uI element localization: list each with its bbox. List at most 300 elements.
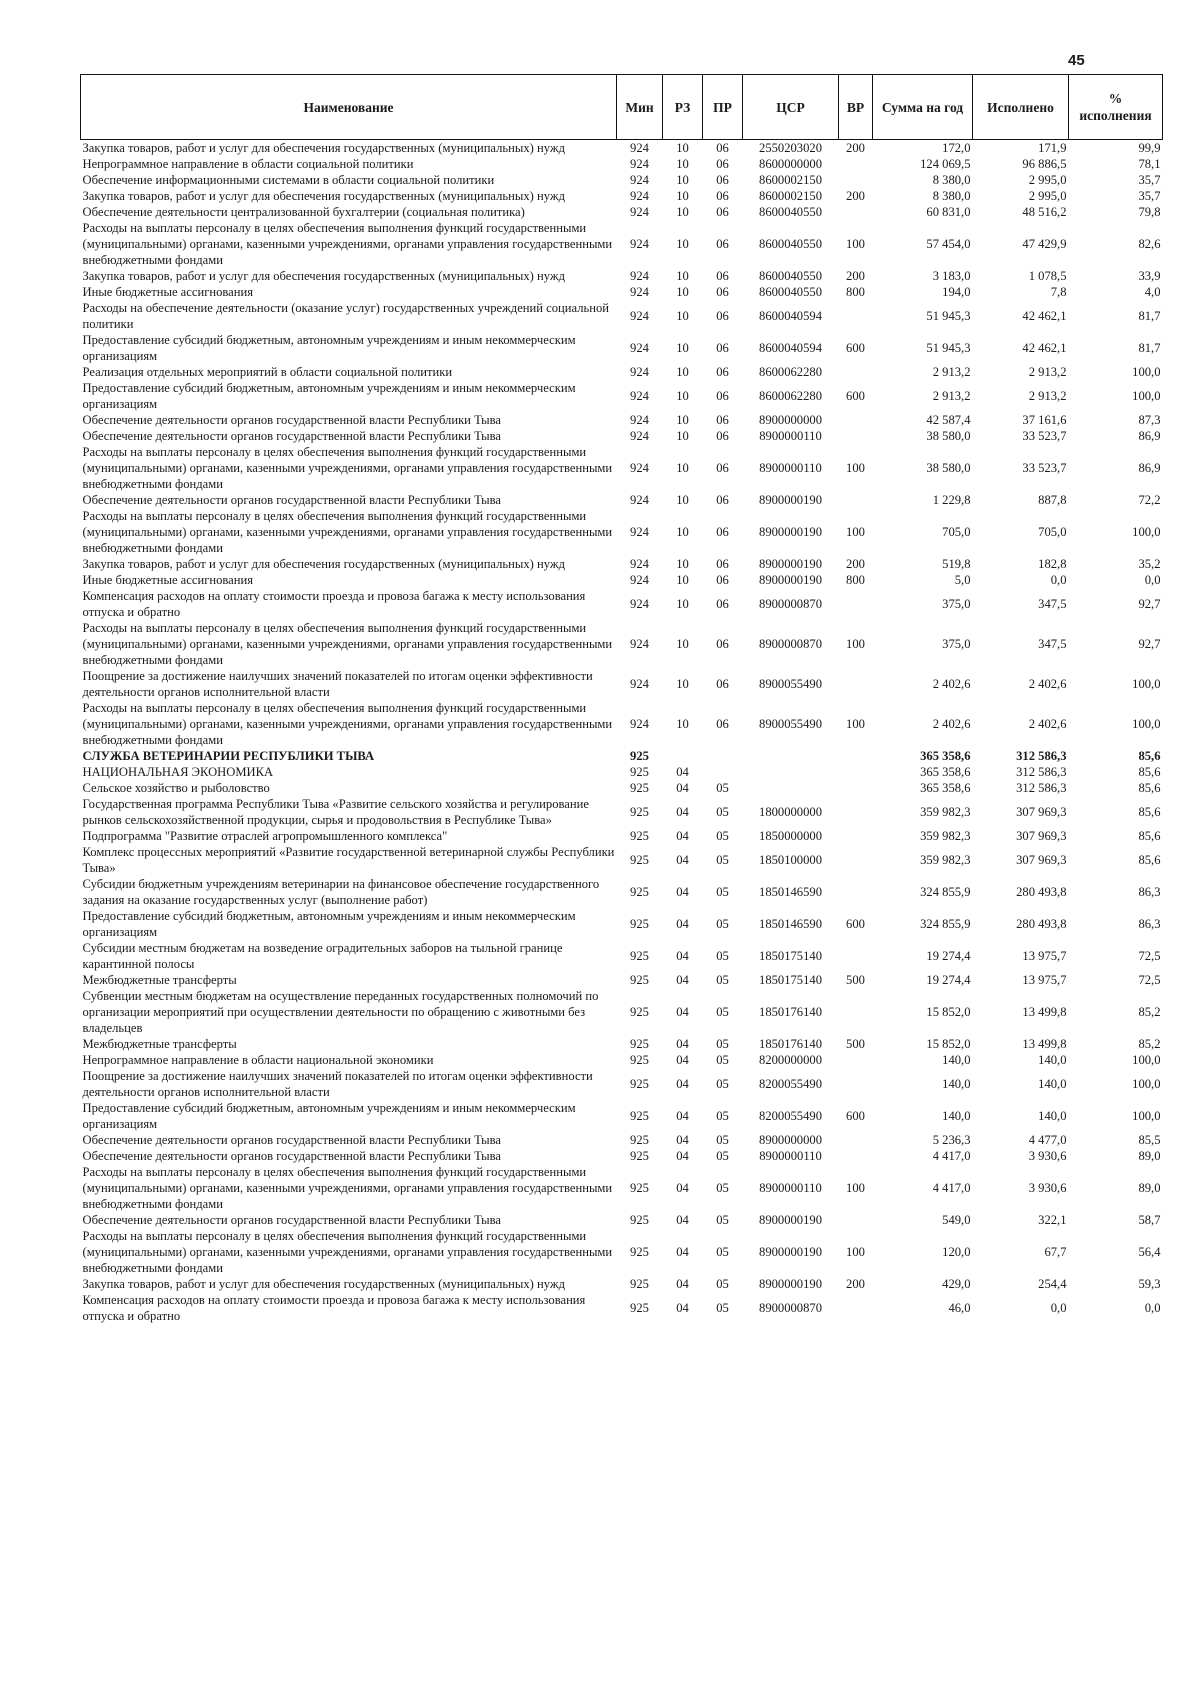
row-csr: 8900000190 (759, 1245, 822, 1259)
table-row (81, 844, 1163, 876)
row-percent: 100,0 (1132, 677, 1161, 691)
row-percent: 59,3 (1138, 1277, 1161, 1291)
row-pr (703, 764, 743, 780)
header-percent: % исполнения (1069, 75, 1163, 140)
row-min: 924 (630, 141, 649, 155)
row-percent: 85,6 (1138, 749, 1161, 763)
row-percent: 33,9 (1138, 269, 1161, 283)
row-min: 925 (630, 1149, 649, 1163)
row-rz: 04 (676, 829, 689, 843)
table-row (81, 1292, 1163, 1324)
row-percent: 92,7 (1138, 637, 1161, 651)
row-sum: 4 417,0 (932, 1149, 971, 1163)
row-done: 182,8 (1038, 557, 1067, 571)
row-percent: 85,6 (1138, 781, 1161, 795)
row-csr: 1850146590 (759, 885, 822, 899)
row-done: 48 516,2 (1022, 205, 1067, 219)
row-csr: 1850146590 (759, 917, 822, 931)
table-row (81, 412, 1163, 428)
table-row (81, 1052, 1163, 1068)
row-vr (839, 1132, 873, 1148)
row-csr: 1850000000 (759, 829, 822, 843)
row-name: Реализация отдельных мероприятий в области социальной политики (82, 365, 453, 379)
row-percent: 0,0 (1144, 573, 1161, 587)
row-sum: 359 982,3 (920, 805, 971, 819)
row-sum: 365 358,6 (920, 749, 971, 763)
row-min: 925 (630, 805, 649, 819)
row-percent: 86,3 (1138, 917, 1161, 931)
table-row (81, 876, 1163, 908)
row-min: 925 (630, 917, 649, 931)
row-done: 140,0 (1038, 1109, 1067, 1123)
row-pr: 05 (716, 853, 729, 867)
row-done: 347,5 (1038, 597, 1067, 611)
row-rz: 04 (676, 805, 689, 819)
row-sum: 324 855,9 (920, 917, 971, 931)
row-rz: 10 (676, 205, 689, 219)
row-sum: 324 855,9 (920, 885, 971, 899)
row-pr: 06 (716, 717, 729, 731)
row-pr: 05 (716, 1181, 729, 1195)
table-row (81, 156, 1163, 172)
row-min: 925 (630, 1181, 649, 1195)
table-row (81, 140, 1163, 157)
row-sum: 15 852,0 (926, 1037, 971, 1051)
row-csr: 8900000000 (759, 413, 822, 427)
header-name: Наименование (81, 75, 617, 140)
table-row (81, 300, 1163, 332)
table-row (81, 1228, 1163, 1276)
row-min: 925 (630, 853, 649, 867)
row-percent: 86,9 (1138, 429, 1161, 443)
row-min: 925 (630, 1277, 649, 1291)
row-name: Закупка товаров, работ и услуг для обеспечения государственных (муниципальных) нужд (82, 141, 565, 155)
row-name: Межбюджетные трансферты (82, 1037, 237, 1051)
row-done: 13 499,8 (1022, 1037, 1067, 1051)
row-csr: 8600040550 (759, 205, 822, 219)
row-sum: 4 417,0 (932, 1181, 971, 1195)
row-name: Непрограммное направление в области социальной политики (82, 157, 414, 171)
table-row (81, 1276, 1163, 1292)
row-min: 925 (630, 1133, 649, 1147)
row-min: 924 (630, 157, 649, 171)
row-percent: 92,7 (1138, 597, 1161, 611)
row-rz: 04 (676, 973, 689, 987)
row-rz: 04 (676, 917, 689, 931)
row-vr: 100 (846, 461, 865, 475)
row-sum: 57 454,0 (926, 237, 971, 251)
row-vr: 800 (846, 573, 865, 587)
row-percent: 35,7 (1138, 189, 1161, 203)
row-pr: 06 (716, 677, 729, 691)
row-sum: 2 402,6 (932, 717, 971, 731)
row-pr: 06 (716, 365, 729, 379)
row-percent: 86,9 (1138, 461, 1161, 475)
row-rz: 10 (676, 285, 689, 299)
row-name: Межбюджетные трансферты (82, 973, 237, 987)
row-csr: 8600040550 (759, 237, 822, 251)
row-done: 42 462,1 (1022, 341, 1067, 355)
row-done: 2 995,0 (1028, 189, 1067, 203)
row-pr: 06 (716, 493, 729, 507)
row-pr: 05 (716, 1301, 729, 1315)
row-pr: 05 (716, 917, 729, 931)
row-rz: 04 (676, 885, 689, 899)
row-sum: 38 580,0 (926, 461, 971, 475)
row-rz: 10 (676, 597, 689, 611)
row-percent: 87,3 (1138, 413, 1161, 427)
row-name: Закупка товаров, работ и услуг для обеспечения государственных (муниципальных) нужд (82, 189, 565, 203)
row-sum: 38 580,0 (926, 429, 971, 443)
row-vr (839, 828, 873, 844)
row-done: 280 493,8 (1016, 917, 1067, 931)
row-pr: 05 (716, 1213, 729, 1227)
table-row (81, 748, 1163, 764)
row-done: 3 930,6 (1028, 1181, 1067, 1195)
row-name: Государственная программа Республики Тыва «Развитие сельского хозяйства и регулирование рынков сельскохозяйственной продукции, сырья и продовольствия в Республике Тыва» (82, 797, 589, 827)
row-sum: 5,0 (954, 573, 971, 587)
row-csr: 8900000110 (759, 461, 822, 475)
row-rz: 10 (676, 413, 689, 427)
row-vr: 100 (846, 1245, 865, 1259)
table-row (81, 588, 1163, 620)
row-csr: 8900000190 (759, 525, 822, 539)
row-pr: 06 (716, 205, 729, 219)
row-min: 924 (630, 341, 649, 355)
row-pr: 05 (716, 1245, 729, 1259)
row-percent: 72,5 (1138, 949, 1161, 963)
row-vr (839, 300, 873, 332)
row-percent: 78,1 (1138, 157, 1161, 171)
row-done: 33 523,7 (1022, 429, 1067, 443)
row-rz: 04 (676, 1037, 689, 1051)
row-done: 67,7 (1044, 1245, 1067, 1259)
row-min: 925 (630, 1109, 649, 1123)
row-percent: 85,6 (1138, 805, 1161, 819)
row-sum: 140,0 (942, 1053, 971, 1067)
row-rz: 10 (676, 677, 689, 691)
row-min: 924 (630, 461, 649, 475)
row-csr: 1850175140 (759, 973, 822, 987)
row-done: 1 078,5 (1028, 269, 1067, 283)
row-csr: 8900000110 (759, 429, 822, 443)
row-sum: 2 913,2 (932, 389, 971, 403)
table-row (81, 492, 1163, 508)
row-percent: 85,5 (1138, 1133, 1161, 1147)
row-csr: 8900000190 (759, 493, 822, 507)
row-min: 924 (630, 557, 649, 571)
row-rz: 10 (676, 389, 689, 403)
row-vr (839, 588, 873, 620)
row-csr: 8900000110 (759, 1181, 822, 1195)
row-pr: 05 (716, 805, 729, 819)
row-pr: 06 (716, 389, 729, 403)
row-done: 2 913,2 (1028, 389, 1067, 403)
row-min: 925 (630, 1037, 649, 1051)
row-rz: 10 (676, 173, 689, 187)
row-pr: 05 (716, 885, 729, 899)
row-vr: 800 (846, 285, 865, 299)
row-min: 925 (630, 1213, 649, 1227)
row-percent: 82,6 (1138, 237, 1161, 251)
row-csr: 8900000870 (759, 597, 822, 611)
row-csr: 8600062280 (759, 365, 822, 379)
row-sum: 8 380,0 (932, 173, 971, 187)
row-vr (839, 172, 873, 188)
row-name: НАЦИОНАЛЬНАЯ ЭКОНОМИКА (82, 765, 274, 779)
table-row (81, 428, 1163, 444)
table-row (81, 796, 1163, 828)
row-done: 13 975,7 (1022, 973, 1067, 987)
row-pr: 06 (716, 341, 729, 355)
row-name: Закупка товаров, работ и услуг для обеспечения государственных (муниципальных) нужд (82, 269, 565, 283)
row-min: 924 (630, 413, 649, 427)
row-pr: 06 (716, 637, 729, 651)
table-row (81, 220, 1163, 268)
row-name: Обеспечение деятельности органов государственной власти Республики Тыва (82, 429, 501, 443)
row-min: 925 (630, 1053, 649, 1067)
table-row (81, 332, 1163, 364)
row-rz: 04 (676, 1077, 689, 1091)
row-done: 3 930,6 (1028, 1149, 1067, 1163)
row-rz: 10 (676, 157, 689, 171)
row-vr (839, 1052, 873, 1068)
row-vr (839, 876, 873, 908)
row-csr: 1800000000 (759, 805, 822, 819)
row-name: СЛУЖБА ВЕТЕРИНАРИИ РЕСПУБЛИКИ ТЫВА (82, 749, 375, 763)
row-pr: 06 (716, 413, 729, 427)
table-row (81, 556, 1163, 572)
row-name: Расходы на выплаты персоналу в целях обеспечения выполнения функций государственными (муниципальными) органами, казенными учреждениями, органами управления государственными внебюджетными фондами (82, 445, 613, 491)
row-rz: 10 (676, 557, 689, 571)
row-csr: 8600040594 (759, 341, 822, 355)
row-rz: 10 (676, 717, 689, 731)
row-name: Поощрение за достижение наилучших значений показателей по итогам оценки эффективности деятельности органов исполнительной власти (82, 669, 593, 699)
row-percent: 35,2 (1138, 557, 1161, 571)
table-row (81, 284, 1163, 300)
row-min: 924 (630, 365, 649, 379)
row-rz (663, 748, 703, 764)
row-sum: 19 274,4 (926, 949, 971, 963)
row-done: 322,1 (1038, 1213, 1067, 1227)
row-sum: 120,0 (942, 1245, 971, 1259)
row-percent: 85,6 (1138, 853, 1161, 867)
row-percent: 79,8 (1138, 205, 1161, 219)
row-csr: 8200055490 (759, 1109, 822, 1123)
row-done: 4 477,0 (1028, 1133, 1067, 1147)
row-name: Обеспечение деятельности органов государственной власти Республики Тыва (82, 493, 501, 507)
row-csr: 8900000870 (759, 637, 822, 651)
row-csr: 1850176140 (759, 1037, 822, 1051)
row-done: 312 586,3 (1016, 765, 1067, 779)
row-sum: 51 945,3 (926, 341, 971, 355)
row-name: Подпрограмма "Развитие отраслей агропромышленного комплекса" (82, 829, 448, 843)
row-csr: 2550203020 (759, 141, 822, 155)
row-done: 7,8 (1050, 285, 1067, 299)
row-sum: 42 587,4 (926, 413, 971, 427)
row-rz: 04 (676, 1277, 689, 1291)
row-sum: 365 358,6 (920, 765, 971, 779)
row-csr: 8900000190 (759, 557, 822, 571)
row-rz: 10 (676, 189, 689, 203)
row-csr: 8600040550 (759, 269, 822, 283)
row-csr: 1850100000 (759, 853, 822, 867)
table-row (81, 988, 1163, 1036)
row-vr: 600 (846, 1109, 865, 1123)
header-sum: Сумма на год (873, 75, 973, 140)
row-done: 0,0 (1050, 573, 1067, 587)
row-min: 924 (630, 285, 649, 299)
table-row (81, 828, 1163, 844)
row-pr: 06 (716, 461, 729, 475)
row-vr (839, 844, 873, 876)
row-min: 925 (630, 885, 649, 899)
row-csr: 8600040594 (759, 309, 822, 323)
row-csr: 8600062280 (759, 389, 822, 403)
table-row (81, 1036, 1163, 1052)
table-row (81, 172, 1163, 188)
table-row (81, 1132, 1163, 1148)
row-name: Непрограммное направление в области национальной экономики (82, 1053, 434, 1067)
row-vr (839, 428, 873, 444)
table-row (81, 572, 1163, 588)
row-csr: 8900000190 (759, 1213, 822, 1227)
row-rz: 04 (676, 1149, 689, 1163)
row-pr: 06 (716, 269, 729, 283)
row-vr (839, 1212, 873, 1228)
row-vr (839, 748, 873, 764)
row-vr: 200 (846, 557, 865, 571)
row-csr: 8900000870 (759, 1301, 822, 1315)
row-sum: 124 069,5 (920, 157, 971, 171)
row-vr: 100 (846, 717, 865, 731)
table-row (81, 668, 1163, 700)
row-csr: 8900000190 (759, 573, 822, 587)
row-done: 96 886,5 (1022, 157, 1067, 171)
row-vr (839, 764, 873, 780)
row-name: Компенсация расходов на оплату стоимости проезда и провоза багажа к месту использования отпуска и обратно (82, 589, 586, 619)
row-name: Обеспечение деятельности органов государственной власти Республики Тыва (82, 1213, 501, 1227)
row-vr: 200 (846, 269, 865, 283)
row-pr: 06 (716, 237, 729, 251)
table-row (81, 764, 1163, 780)
row-rz: 04 (676, 853, 689, 867)
row-csr: 8600000000 (759, 157, 822, 171)
row-csr (743, 764, 839, 780)
row-done: 2 995,0 (1028, 173, 1067, 187)
row-pr: 06 (716, 173, 729, 187)
row-sum: 705,0 (942, 525, 971, 539)
row-percent: 85,6 (1138, 765, 1161, 779)
row-percent: 72,5 (1138, 973, 1161, 987)
row-name: Обеспечение деятельности органов государственной власти Республики Тыва (82, 1149, 501, 1163)
row-pr: 05 (716, 1077, 729, 1091)
table-row (81, 1212, 1163, 1228)
row-percent: 81,7 (1138, 341, 1161, 355)
table-row (81, 1100, 1163, 1132)
row-csr: 8600002150 (759, 173, 822, 187)
row-vr (839, 412, 873, 428)
row-min: 924 (630, 429, 649, 443)
row-min: 925 (630, 973, 649, 987)
row-vr: 200 (846, 189, 865, 203)
row-sum: 15 852,0 (926, 1005, 971, 1019)
row-sum: 60 831,0 (926, 205, 971, 219)
row-name: Обеспечение деятельности органов государственной власти Республики Тыва (82, 1133, 501, 1147)
row-done: 140,0 (1038, 1053, 1067, 1067)
row-percent: 89,0 (1138, 1181, 1161, 1195)
row-rz: 04 (676, 1005, 689, 1019)
row-percent: 100,0 (1132, 1109, 1161, 1123)
row-pr: 05 (716, 1133, 729, 1147)
row-csr (743, 748, 839, 764)
row-name: Обеспечение деятельности органов государственной власти Республики Тыва (82, 413, 501, 427)
row-rz: 04 (676, 1301, 689, 1315)
row-percent: 89,0 (1138, 1149, 1161, 1163)
row-sum: 172,0 (942, 141, 971, 155)
row-name: Комплекс процессных мероприятий «Развитие государственной ветеринарной службы Республики Тыва» (82, 845, 615, 875)
row-min: 925 (630, 1005, 649, 1019)
row-vr (839, 364, 873, 380)
row-name: Расходы на выплаты персоналу в целях обеспечения выполнения функций государственными (муниципальными) органами, казенными учреждениями, органами управления государственными внебюджетными фондами (82, 621, 613, 667)
row-pr: 06 (716, 573, 729, 587)
row-done: 705,0 (1038, 525, 1067, 539)
row-pr: 06 (716, 141, 729, 155)
row-pr: 05 (716, 1109, 729, 1123)
row-percent: 85,6 (1138, 829, 1161, 843)
row-rz: 04 (676, 1245, 689, 1259)
table-body (81, 140, 1163, 1325)
row-name: Сельское хозяйство и рыболовство (82, 781, 270, 795)
row-min: 924 (630, 189, 649, 203)
row-sum: 2 913,2 (932, 365, 971, 379)
row-sum: 194,0 (942, 285, 971, 299)
row-name: Предоставление субсидий бюджетным, автономным учреждениям и иным некоммерческим организациям (82, 333, 576, 363)
row-min: 925 (630, 1245, 649, 1259)
row-csr: 1850176140 (759, 1005, 822, 1019)
row-name: Обеспечение деятельности централизованной бухгалтерии (социальная политика) (82, 205, 525, 219)
row-percent: 4,0 (1144, 285, 1161, 299)
row-rz: 10 (676, 525, 689, 539)
row-sum: 365 358,6 (920, 781, 971, 795)
table-row (81, 908, 1163, 940)
row-pr: 05 (716, 1277, 729, 1291)
row-rz: 10 (676, 141, 689, 155)
row-name: Иные бюджетные ассигнования (82, 285, 254, 299)
table-row (81, 204, 1163, 220)
row-min: 925 (630, 765, 649, 779)
row-vr: 600 (846, 389, 865, 403)
row-csr (743, 780, 839, 796)
row-rz: 04 (676, 1133, 689, 1147)
row-done: 13 499,8 (1022, 1005, 1067, 1019)
row-min: 925 (630, 1077, 649, 1091)
row-name: Компенсация расходов на оплату стоимости проезда и провоза багажа к месту использования отпуска и обратно (82, 1293, 586, 1323)
row-name: Закупка товаров, работ и услуг для обеспечения государственных (муниципальных) нужд (82, 557, 565, 571)
table-row (81, 188, 1163, 204)
table-row (81, 780, 1163, 796)
table-row (81, 1068, 1163, 1100)
header-rz: РЗ (663, 75, 703, 140)
row-name: Предоставление субсидий бюджетным, автономным учреждениям и иным некоммерческим организациям (82, 381, 576, 411)
row-csr: 8200000000 (759, 1053, 822, 1067)
row-vr (839, 156, 873, 172)
row-done: 33 523,7 (1022, 461, 1067, 475)
row-sum: 375,0 (942, 637, 971, 651)
row-csr: 8600002150 (759, 189, 822, 203)
row-done: 2 402,6 (1028, 717, 1067, 731)
row-pr: 05 (716, 1149, 729, 1163)
